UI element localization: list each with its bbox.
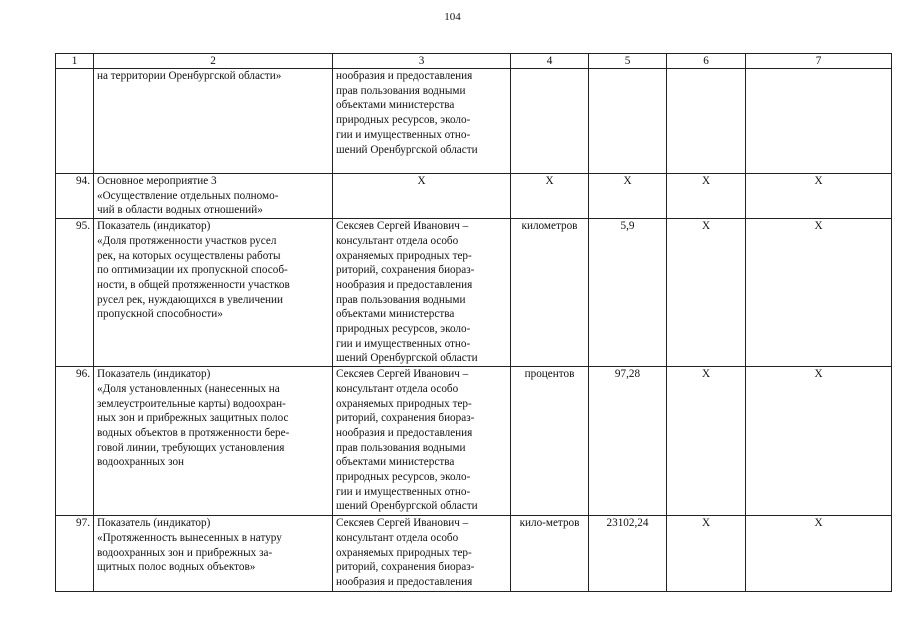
cell-responsible: [333, 219, 511, 367]
table-row: [56, 174, 892, 219]
name-line: чий в области водных отношений»: [97, 204, 263, 217]
header-col-1: 1: [56, 54, 94, 69]
page-number: 104: [444, 11, 461, 23]
cell-col7: Х: [746, 174, 892, 219]
cell-col5: 5,9: [589, 219, 667, 367]
responsible-line: природных ресурсов, эколо-: [336, 471, 471, 484]
responsible-line: гии и имущественных отно-: [336, 337, 471, 350]
table-row: [56, 219, 892, 367]
name-line: Показатель (индикатор): [97, 220, 211, 233]
name-line: Основное мероприятие 3: [97, 175, 217, 187]
responsible-line: Сексяев Сергей Иванович –: [336, 517, 469, 530]
cell-name: [94, 219, 333, 367]
cell-col5: 97,28: [589, 367, 667, 516]
responsible-line: риторий, сохранения биораз-: [336, 561, 475, 574]
name-line: Показатель (индикатор): [97, 368, 211, 381]
name-line: Показатель (индикатор): [97, 517, 211, 530]
header-col-7: 7: [746, 54, 892, 69]
cell-col6: Х: [667, 174, 746, 219]
name-line: водоохранных зон и прибрежных за-: [97, 546, 273, 559]
cell-col5: 23102,24: [589, 516, 667, 592]
cell-num: [56, 69, 94, 174]
responsible-line: нообразия и предоставления: [336, 426, 473, 439]
responsible-line: прав пользования водными: [336, 441, 466, 454]
responsible-line: нообразия и предоставления: [336, 70, 473, 82]
responsible-line: Сексяев Сергей Иванович –: [336, 368, 469, 381]
name-line: пропускной способности»: [97, 308, 223, 321]
cell-unit: километров: [511, 219, 589, 367]
responsible-line: охраняемых природных тер-: [336, 249, 472, 262]
name-line: «Доля установленных (нанесенных на: [97, 382, 280, 395]
cell-col7: Х: [746, 516, 892, 592]
responsible-line: природных ресурсов, эколо-: [336, 114, 471, 127]
cell-col7: [746, 69, 892, 174]
header-col-6: 6: [667, 54, 746, 69]
cell-col5: [589, 69, 667, 174]
responsible-line: риторий, сохранения биораз-: [336, 264, 475, 277]
cell-num: 96.: [56, 367, 94, 516]
responsible-line: шений Оренбургской области: [336, 352, 478, 365]
cell-col6: Х: [667, 516, 746, 592]
responsible-line: шений Оренбургской области: [336, 500, 478, 513]
header-col-3: 3: [333, 54, 511, 69]
responsible-line: нообразия и предоставления: [336, 575, 473, 588]
responsible-line: прав пользования водными: [336, 84, 466, 97]
header-col-5: 5: [589, 54, 667, 69]
cell-unit: Х: [511, 174, 589, 219]
name-line: землеустроительные карты) водоохран-: [97, 397, 286, 410]
responsible-line: консультант отдела особо: [336, 382, 459, 395]
name-line: «Протяженность вынесенных в натуру: [97, 531, 282, 544]
responsible-line: риторий, сохранения биораз-: [336, 412, 475, 425]
cell-num: 94.: [56, 174, 94, 219]
cell-name: [94, 367, 333, 516]
cell-responsible: [333, 367, 511, 516]
cell-col6: Х: [667, 367, 746, 516]
cell-col7: Х: [746, 219, 892, 367]
cell-unit: кило-метров: [511, 516, 589, 592]
cell-unit: [511, 69, 589, 174]
header-col-4: 4: [511, 54, 589, 69]
responsible-line: природных ресурсов, эколо-: [336, 323, 471, 336]
cell-col6: [667, 69, 746, 174]
cell-unit: процентов: [511, 367, 589, 516]
name-line: русел рек, нуждающихся в увеличении: [97, 293, 284, 306]
cell-name: [94, 516, 333, 592]
header-col-2: 2: [94, 54, 333, 69]
cell-name: [94, 174, 333, 219]
name-line: «Доля протяженности участков русел: [97, 234, 277, 247]
responsible-line: гии и имущественных отно-: [336, 485, 471, 498]
name-line: «Осуществление отдельных полномо-: [97, 189, 279, 202]
cell-col5: Х: [589, 174, 667, 219]
responsible-line: гии и имущественных отно-: [336, 128, 471, 141]
responsible-line: Сексяев Сергей Иванович –: [336, 220, 469, 233]
responsible-line: охраняемых природных тер-: [336, 546, 472, 559]
cell-responsible: [333, 516, 511, 592]
cell-col7: Х: [746, 367, 892, 516]
responsible-line: объектами министерства: [336, 308, 455, 321]
responsible-line: объектами министерства: [336, 99, 455, 112]
responsible-line: консультант отдела особо: [336, 234, 459, 247]
cell-num: 95.: [56, 219, 94, 367]
responsible-line: шений Оренбургской области: [336, 143, 478, 156]
responsible-line: прав пользования водными: [336, 293, 466, 306]
cell-name: [94, 69, 333, 174]
responsible-line: объектами министерства: [336, 456, 455, 469]
name-line: ных зон и прибрежных защитных полос: [97, 412, 289, 425]
name-line: рек, на которых осуществлены работы: [97, 249, 281, 262]
responsible-line: охраняемых природных тер-: [336, 397, 472, 410]
table-row: [56, 516, 892, 592]
name-line: ности, в общей протяженности участков: [97, 278, 290, 291]
cell-col6: Х: [667, 219, 746, 367]
header-row: [56, 54, 892, 69]
name-line: говой линии, требующих установления: [97, 441, 285, 454]
table-row-continuation: [56, 69, 892, 174]
cell-responsible: Х: [333, 174, 511, 219]
cell-responsible: [333, 69, 511, 174]
cell-num: 97.: [56, 516, 94, 592]
name-line: по оптимизации их пропускной способ-: [97, 264, 288, 277]
table-row: [56, 367, 892, 516]
name-line: щитных полос водных объектов»: [97, 561, 256, 574]
document-table: [55, 53, 892, 592]
name-line: на территории Оренбургской области»: [97, 70, 282, 82]
name-line: водных объектов в протяженности бере-: [97, 426, 290, 439]
name-line: водоохранных зон: [97, 456, 185, 469]
responsible-line: нообразия и предоставления: [336, 278, 473, 291]
responsible-line: консультант отдела особо: [336, 531, 459, 544]
